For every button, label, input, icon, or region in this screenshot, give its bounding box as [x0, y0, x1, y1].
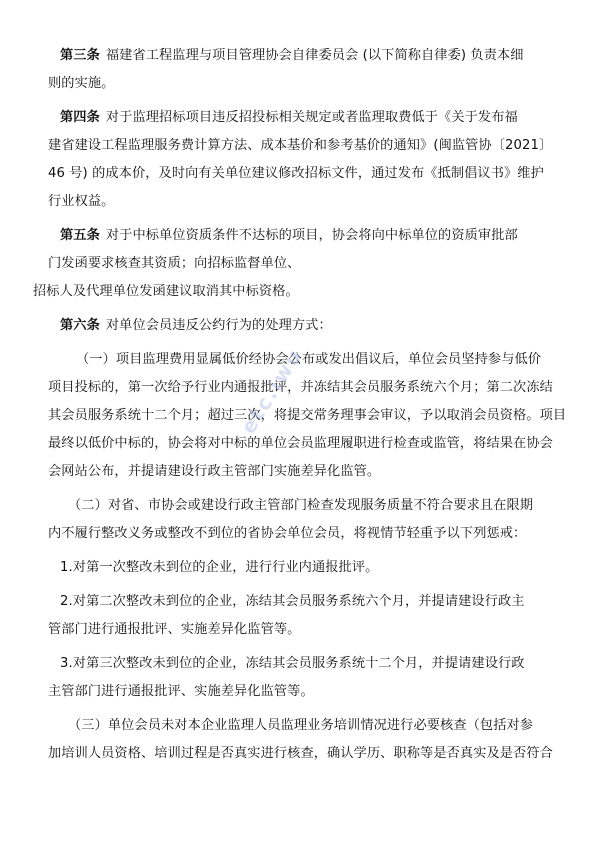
clause-1 — [48, 343, 567, 486]
clause-text: 主管部门进行通报批评、实施差异化监管等。 — [48, 684, 314, 699]
clause-text: 3.对第三次整改未到位的企业，冻结其会员服务系统十二个月，并提请建设行政 — [60, 656, 525, 671]
clause-text: （一）项目监理费用显属低价经协会公布或发出倡议后，单位会员坚持参与低价 — [76, 352, 542, 367]
clause-text: 管部门进行通报批评、实施差异化监管等。 — [48, 622, 301, 637]
article-text: 对单位会员违反公约行为的处理方式： — [105, 318, 332, 333]
article-label: 第四条 — [60, 110, 100, 125]
article-text: 对于中标单位资质条件不达标的项目，协会将向中标单位的资质审批部 — [105, 228, 518, 243]
clause-text: 会网站公布，并提请建设行政主管部门实施差异化监管。 — [48, 464, 381, 479]
article-3 — [48, 42, 547, 98]
clause-3 — [48, 712, 553, 768]
clause-2 — [48, 492, 547, 548]
clause-2-item-2 — [48, 588, 547, 644]
article-label: 第六条 — [60, 318, 100, 333]
clause-text: 1.对第一次整改未到位的企业，进行行业内通报批评。 — [60, 560, 379, 575]
article-text: 福建省工程监理与项目管理协会自律委员会 (以下简称自律委) 负责本细 — [105, 48, 524, 63]
article-text: 对于监理招标项目违反招投标相关规定或者监理取费低于《关于发布福 — [105, 110, 518, 125]
clause-2-item-3 — [48, 650, 547, 706]
clause-text: （三）单位会员未对本企业监理人员监理业务培训情况进行必要核查（包括对参 — [68, 718, 534, 733]
clause-text: 内不履行整改义务或整改不到位的省协会单位会员，将视情节轻重予以下列惩戒： — [48, 526, 527, 541]
clause-text: 2.对第二次整改未到位的企业，冻结其会员服务系统六个月，并提请建设行政主 — [60, 594, 525, 609]
article-4 — [48, 104, 553, 216]
clause-text: 加培训人员资格、培训过程是否真实进行核查，确认学历、职称等是否真实及是否符合 — [48, 746, 553, 761]
clause-2-item-1 — [60, 554, 547, 582]
article-text: 建省建设工程监理服务费计算方法、成本基价和参考基价的通知》(闽监管协〔2021〕 — [48, 138, 553, 153]
clause-text: 项目投标的，第一次给予行业内通报批评，并冻结其会员服务系统六个月；第二次冻结 — [48, 380, 553, 395]
clause-text: 其会员服务系统十二个月；超过三次，将提交常务理事会审议，予以取消会员资格。项目 — [48, 408, 567, 423]
article-label: 第五条 — [60, 228, 100, 243]
article-text: 46 号) 的成本价，及时向有关单位建议修改招标文件，通过发布《抵制倡议书》维护 — [48, 166, 544, 181]
watermark-text: etc.iwu — [236, 343, 308, 438]
clause-text: （二）对省、市协会或建设行政主管部门检查发现服务质量不符合要求且在限期 — [68, 498, 534, 513]
article-text: 行业权益。 — [48, 194, 115, 209]
clause-text: 最终以低价中标的，协会将对中标的单位会员监理履职进行检查或监管，将结果在协会 — [48, 436, 553, 451]
article-text: 则的实施。 — [48, 76, 115, 91]
article-text: 门发函要求核查其资质；向招标监督单位、 — [48, 256, 301, 271]
article-6 — [60, 312, 547, 340]
article-5 — [33, 222, 547, 306]
article-label: 第三条 — [60, 48, 100, 63]
article-text: 招标人及代理单位发函建议取消其中标资格。 — [33, 284, 299, 299]
